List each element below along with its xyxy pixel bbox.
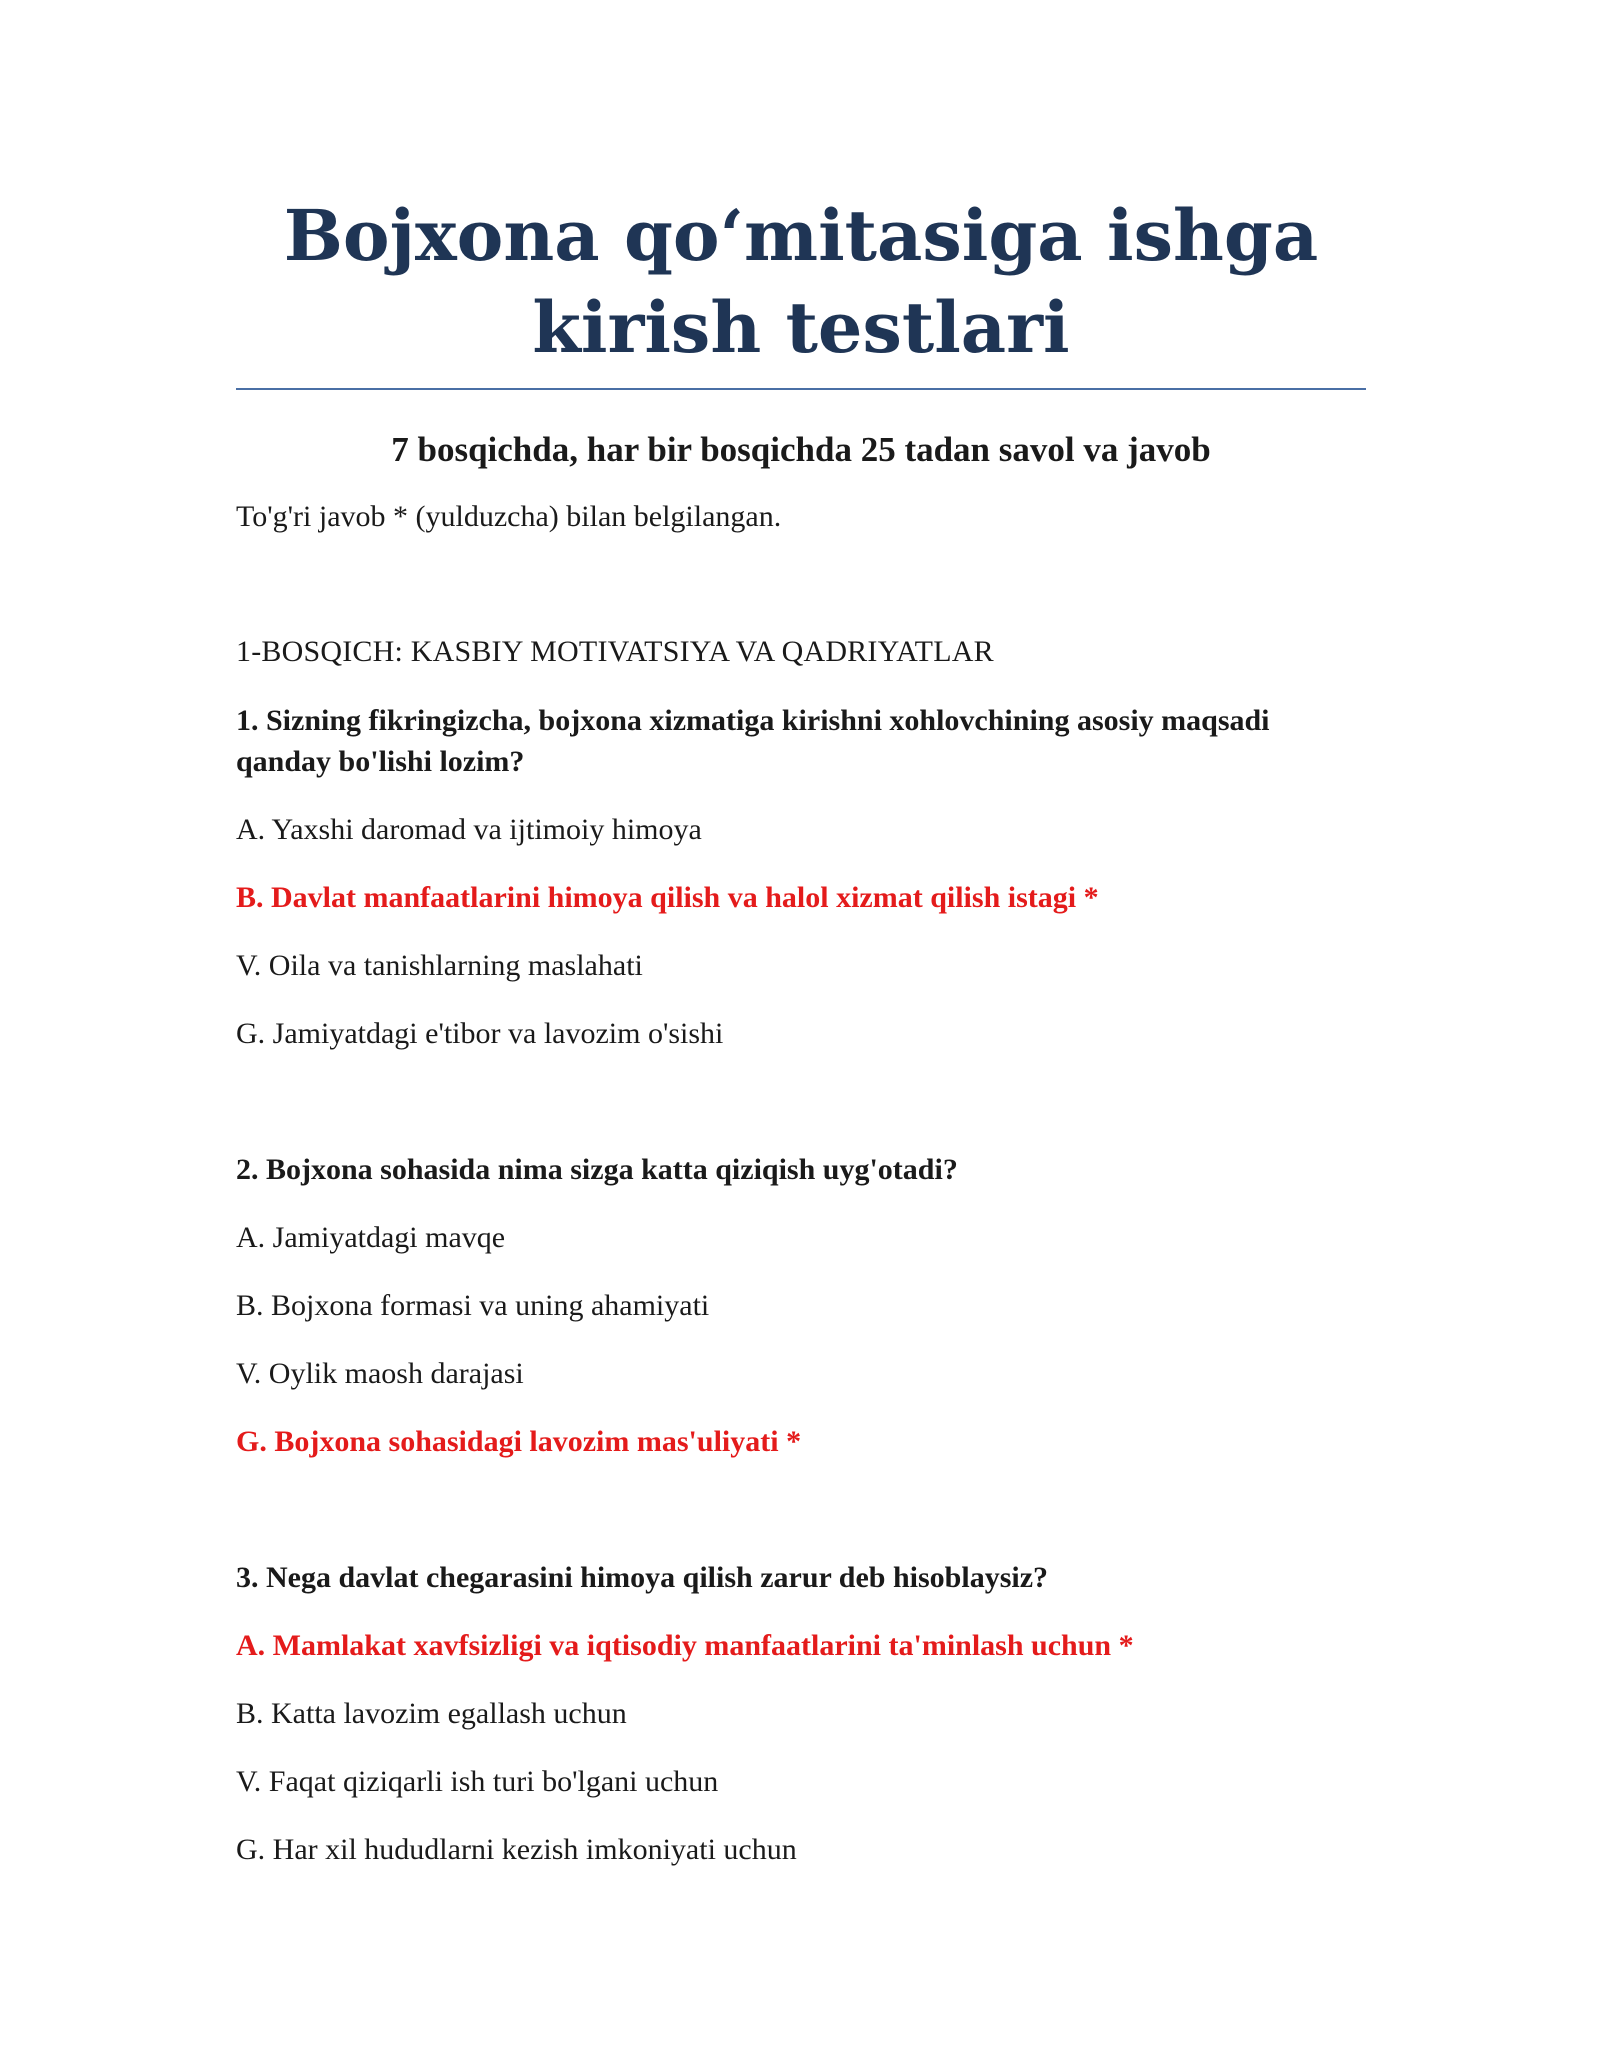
title-line-1: Bojxona qo‘mitasiga ishga bbox=[283, 194, 1319, 277]
option-g: G. Har xil hududlarni kezish imkoniyati uchun bbox=[236, 1833, 797, 1866]
question-3 bbox=[236, 1557, 1366, 1870]
page-title bbox=[236, 190, 1366, 390]
option-v: V. Faqat qiziqarli ish turi bo'lgani uchun bbox=[236, 1765, 719, 1798]
question-1 bbox=[236, 700, 1366, 1054]
option-g-correct: G. Bojxona sohasidagi lavozim mas'uliyati * bbox=[236, 1425, 802, 1458]
question-text: 1. Sizning fikringizcha, bojxona xizmatiga kirishni xohlovchining asosiy maqsadi qanday bo'lishi lozim? bbox=[236, 704, 1270, 778]
subtitle: 7 bosqichda, har bir bosqichda 25 tadan savol va javob bbox=[391, 430, 1211, 469]
question-text: 3. Nega davlat chegarasini himoya qilish zarur deb hisoblaysiz? bbox=[236, 1561, 1049, 1594]
option-a: A. Yaxshi daromad va ijtimoiy himoya bbox=[236, 813, 702, 846]
option-a: A. Jamiyatdagi mavqe bbox=[236, 1221, 506, 1254]
option-v: V. Oylik maosh darajasi bbox=[236, 1357, 524, 1390]
answer-key-note: To'g'ri javob * (yulduzcha) bilan belgilangan. bbox=[236, 500, 782, 533]
question-text: 2. Bojxona sohasida nima sizga katta qiziqish uyg'otadi? bbox=[236, 1153, 958, 1186]
section-heading: 1-BOSQICH: KASBIY MOTIVATSIYA VA QADRIYATLAR bbox=[236, 635, 994, 668]
document-content bbox=[236, 190, 1366, 1897]
answer-options bbox=[236, 809, 1366, 1054]
question-2 bbox=[236, 1149, 1366, 1462]
answer-options bbox=[236, 1625, 1366, 1870]
option-v: V. Oila va tanishlarning maslahati bbox=[236, 949, 643, 982]
title-line-2: kirish testlari bbox=[532, 286, 1070, 369]
option-g: G. Jamiyatdagi e'tibor va lavozim o'sishi bbox=[236, 1017, 724, 1050]
option-b-correct: B. Davlat manfaatlarini himoya qilish va halol xizmat qilish istagi * bbox=[236, 881, 1099, 914]
answer-options bbox=[236, 1217, 1366, 1462]
option-b: B. Bojxona formasi va uning ahamiyati bbox=[236, 1289, 710, 1322]
option-b: B. Katta lavozim egallash uchun bbox=[236, 1697, 627, 1730]
option-a-correct: A. Mamlakat xavfsizligi va iqtisodiy manfaatlarini ta'minlash uchun * bbox=[236, 1629, 1134, 1662]
